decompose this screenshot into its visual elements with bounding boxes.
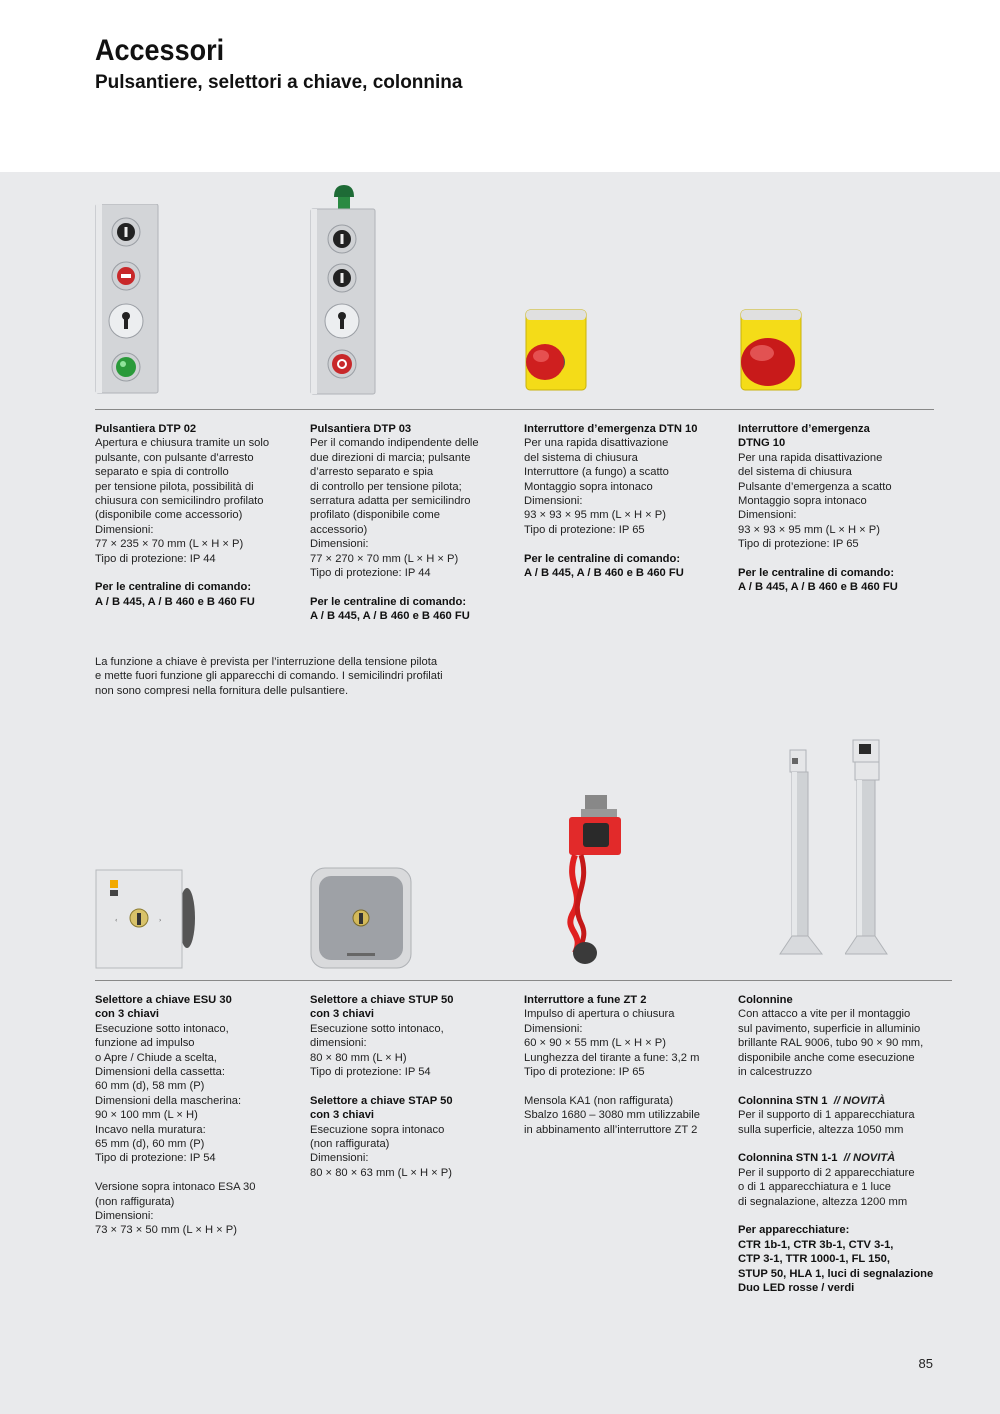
desc-line: Esecuzione sopra intonaco	[310, 1123, 445, 1136]
product-name-2: DTNG 10	[738, 437, 786, 450]
stn1-1-name: Colonnina STN 1-1	[738, 1152, 838, 1165]
product-name: Pulsantiera DTP 02	[95, 423, 197, 435]
desc-line: separato e spia di controllo	[95, 466, 229, 479]
desc-line: sul pavimento, superficie in alluminio	[738, 1022, 921, 1035]
control-units-label: Per le centraline di comando:	[524, 552, 681, 565]
desc-line: Con attacco a vite per il montaggio	[738, 1008, 911, 1021]
desc-line: Tipo di protezione: IP 65	[738, 538, 859, 551]
desc-line: funzione ad impulso	[95, 1037, 195, 1050]
desc-line: Tipo di protezione: IP 54	[310, 1066, 431, 1079]
row2-divider	[95, 980, 952, 981]
note-line: e mette fuori funzione gli apparecchi di comando. I semicilindri profilati	[95, 670, 443, 683]
desc-line: Per il supporto di 2 apparecchiature	[738, 1166, 915, 1179]
desc-line: d’arresto separato e spia	[310, 466, 434, 479]
desc-line: due direzioni di marcia; pulsante	[310, 451, 471, 464]
stn1-column-image	[778, 748, 828, 956]
product-name-2: con 3 chiavi	[95, 1008, 160, 1021]
desc-line: o di 1 apparecchiatura e 1 luce	[738, 1181, 891, 1194]
page-number: 85	[918, 1356, 933, 1371]
desc-line: in abbinamento all’interruttore ZT 2	[524, 1123, 698, 1136]
product-dtp03	[310, 422, 520, 624]
desc-line: Per una rapida disattivazione	[524, 437, 669, 450]
control-units-list: A / B 445, A / B 460 e B 460 FU	[310, 610, 470, 623]
product-dtp02	[95, 422, 305, 609]
desc-line: Montaggio sopra intonaco	[738, 495, 867, 508]
key-function-note	[95, 655, 515, 698]
desc-line: Dimensioni:	[524, 495, 583, 508]
dtp03-pushbutton-image	[310, 183, 378, 395]
compatible-list: CTP 3-1, TTR 1000-1, FL 150,	[738, 1253, 890, 1266]
desc-line: Tipo di protezione: IP 44	[310, 567, 431, 580]
svg-text:›: ›	[159, 917, 162, 924]
new-badge-label: NOVITÀ	[853, 1152, 896, 1165]
desc-line: brillante RAL 9006, tubo 90 × 90 mm,	[738, 1037, 924, 1050]
desc-line: Dimensioni:	[524, 1022, 583, 1035]
control-units-list: A / B 445, A / B 460 e B 460 FU	[524, 567, 684, 580]
svg-text:‹: ‹	[115, 917, 118, 924]
desc-line: Dimensioni della cassetta:	[95, 1066, 225, 1079]
desc-line: Esecuzione sotto intonaco,	[95, 1022, 229, 1035]
desc-line: per tensione pilota, possibilità di	[95, 480, 254, 493]
desc-line: Apertura e chiusura tramite un solo	[95, 437, 270, 450]
desc-line: in calcestruzzo	[738, 1066, 812, 1079]
desc-line: 93 × 93 × 95 mm (L × H × P)	[524, 509, 666, 522]
compatible-list: Duo LED rosse / verdi	[738, 1282, 855, 1295]
row1-divider	[95, 409, 934, 410]
product-name: Pulsantiera DTP 03	[310, 423, 412, 435]
desc-line: (non raffigurata)	[310, 1138, 390, 1151]
desc-line: del sistema di chiusura	[738, 466, 852, 479]
desc-line: Per il supporto di 1 apparecchiatura	[738, 1109, 915, 1122]
desc-line: profilato (disponibile come	[310, 509, 440, 522]
desc-line: Dimensioni:	[738, 509, 797, 522]
new-badge: //	[833, 1094, 840, 1107]
desc-line: Dimensioni della mascherina:	[95, 1094, 242, 1107]
desc-line: Dimensioni:	[95, 523, 154, 536]
product-name: Selettore a chiave STAP 50	[310, 1094, 453, 1107]
stup50-key-switch-image	[309, 866, 413, 970]
desc-line: serratura adatta per semicilindro	[310, 495, 471, 508]
desc-line: Sbalzo 1680 – 3080 mm utilizzabile	[524, 1109, 700, 1122]
desc-line: Tipo di protezione: IP 44	[95, 552, 216, 565]
product-esu30	[95, 993, 305, 1238]
desc-line: del sistema di chiusura	[524, 451, 638, 464]
stn1-1-column-image	[845, 738, 895, 956]
desc-line: Montaggio sopra intonaco	[524, 480, 653, 493]
desc-line: Interruttore (a fungo) a scatto	[524, 466, 669, 479]
esu30-key-switch-image	[95, 866, 205, 970]
zt2-pull-switch-image	[555, 793, 630, 968]
note-line: La funzione a chiave è prevista per l’interruzione della tensione pilota	[95, 656, 438, 668]
product-dtng10	[738, 422, 948, 595]
desc-line: 80 × 80 mm (L × H)	[310, 1051, 407, 1064]
dtn10-emergency-switch-image	[523, 306, 589, 392]
desc-line: Tipo di protezione: IP 54	[95, 1152, 216, 1165]
desc-line: 77 × 270 × 70 mm (L × H × P)	[310, 552, 459, 565]
product-dtn10	[524, 422, 734, 580]
desc-line: Incavo nella muratura:	[95, 1123, 206, 1136]
desc-line: 80 × 80 × 63 mm (L × H × P)	[310, 1166, 452, 1179]
note-line: non sono compresi nella fornitura delle pulsantiere.	[95, 684, 349, 697]
desc-line: Pulsante d’emergenza a scatto	[738, 480, 892, 493]
desc-line: 65 mm (d), 60 mm (P)	[95, 1138, 205, 1151]
desc-line: (non raffigurata)	[95, 1195, 175, 1208]
desc-line: Lunghezza del tirante a fune: 3,2 m	[524, 1051, 700, 1064]
product-name: Selettore a chiave STUP 50	[310, 994, 454, 1006]
product-name: Interruttore a fune ZT 2	[524, 994, 647, 1006]
product-name: Interruttore d’emergenza	[738, 423, 870, 435]
desc-line: 73 × 73 × 50 mm (L × H × P)	[95, 1224, 237, 1237]
desc-line: dimensioni:	[310, 1037, 367, 1050]
compatible-list: STUP 50, HLA 1, luci di segnalazione	[738, 1267, 934, 1280]
control-units-label: Per le centraline di comando:	[95, 581, 252, 594]
desc-line: Dimensioni:	[310, 1152, 369, 1165]
desc-line: Versione sopra intonaco ESA 30	[95, 1181, 256, 1194]
control-units-label: Per le centraline di comando:	[738, 567, 895, 580]
desc-line: Esecuzione sotto intonaco,	[310, 1022, 444, 1035]
product-stup50	[310, 993, 520, 1180]
compatible-list: CTR 1b-1, CTR 3b-1, CTV 3-1,	[738, 1238, 894, 1251]
dtng10-emergency-switch-image	[738, 306, 804, 392]
desc-line: (disponibile come accessorio)	[95, 509, 243, 522]
desc-line: 60 × 90 × 55 mm (L × H × P)	[524, 1037, 666, 1050]
product-name: Interruttore d’emergenza DTN 10	[524, 423, 698, 435]
page-title: Accessori	[95, 34, 225, 67]
desc-line: 90 × 100 mm (L × H)	[95, 1109, 198, 1122]
product-name-2: con 3 chiavi	[310, 1008, 375, 1021]
page-header	[95, 34, 462, 94]
page-subtitle: Pulsantiere, selettori a chiave, colonnina	[95, 72, 463, 93]
product-zt2	[524, 993, 734, 1137]
desc-line: 60 mm (d), 58 mm (P)	[95, 1080, 205, 1093]
dtp02-pushbutton-image	[95, 204, 160, 394]
desc-line: pulsante, con pulsante d’arresto	[95, 451, 254, 464]
desc-line: 93 × 93 × 95 mm (L × H × P)	[738, 523, 880, 536]
new-badge: //	[843, 1152, 850, 1165]
desc-line: Per una rapida disattivazione	[738, 451, 883, 464]
product-columns	[738, 993, 968, 1295]
desc-line: chiusura con semicilindro profilato	[95, 495, 264, 508]
control-units-list: A / B 445, A / B 460 e B 460 FU	[738, 581, 898, 594]
desc-line: Impulso di apertura o chiusura	[524, 1008, 675, 1021]
desc-line: Dimensioni:	[310, 538, 369, 551]
new-badge-label: NOVITÀ	[843, 1094, 886, 1107]
control-units-label: Per le centraline di comando:	[310, 595, 467, 608]
desc-line: o Apre / Chiude a scelta,	[95, 1051, 217, 1064]
control-units-list: A / B 445, A / B 460 e B 460 FU	[95, 595, 255, 608]
desc-line: Tipo di protezione: IP 65	[524, 523, 645, 536]
desc-line: 77 × 235 × 70 mm (L × H × P)	[95, 538, 244, 551]
desc-line: Mensola KA1 (non raffigurata)	[524, 1094, 674, 1107]
product-name: Selettore a chiave ESU 30	[95, 994, 232, 1006]
desc-line: Per il comando indipendente delle	[310, 437, 479, 450]
product-name-2: con 3 chiavi	[310, 1109, 375, 1122]
compatible-label: Per apparecchiature:	[738, 1224, 850, 1237]
desc-line: Dimensioni:	[95, 1210, 154, 1223]
desc-line: disponibile anche come esecuzione	[738, 1051, 915, 1064]
stn1-name: Colonnina STN 1	[738, 1094, 828, 1107]
desc-line: di segnalazione, altezza 1200 mm	[738, 1195, 908, 1208]
desc-line: accessorio)	[310, 523, 368, 536]
desc-line: di controllo per tensione pilota;	[310, 480, 462, 493]
desc-line: sulla superficie, altezza 1050 mm	[738, 1123, 904, 1136]
desc-line: Tipo di protezione: IP 65	[524, 1066, 645, 1079]
product-name: Colonnine	[738, 994, 793, 1006]
